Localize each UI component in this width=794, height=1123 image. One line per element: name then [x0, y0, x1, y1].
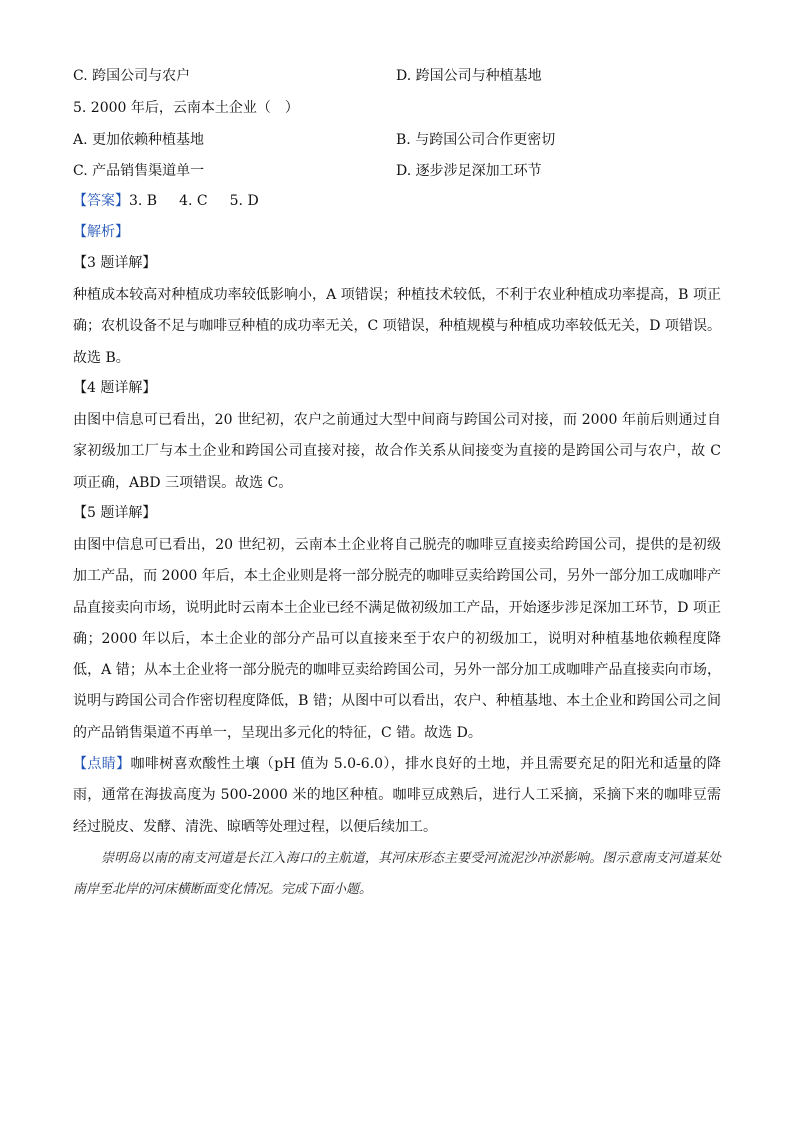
answer-item: 3. B	[129, 193, 158, 209]
q5-option-d: D. 逐步涉足深加工环节	[396, 163, 542, 179]
answer-item: 5. D	[229, 193, 259, 209]
answer-line	[73, 191, 259, 211]
q5-option-a: A. 更加依赖种植基地	[73, 132, 205, 148]
detail3-heading: 【3 题详解】	[73, 255, 157, 271]
analysis-tag: 【解析】	[73, 224, 129, 240]
tip-paragraph	[73, 749, 721, 843]
q5-options-row-ab	[73, 130, 733, 150]
q4-option-c: C. 跨国公司与农户	[73, 68, 191, 84]
detail4-heading: 【4 题详解】	[73, 380, 157, 396]
q4-option-d: D. 跨国公司与种植基地	[396, 68, 542, 84]
detail4-text: 由图中信息可已看出，20 世纪初，农户之前通过大型中间商与跨国公司对接，而 2000 年前后则通过自家初级加工厂与本土企业和跨国公司直接对接，故合作关系从间接变为直接的是跨国公司与农户，故 C 项正确，ABD 三项错误。故选 C。	[73, 412, 721, 491]
tip-text: 咖啡树喜欢酸性土壤（pH 值为 5.0-6.0），排水良好的土地，并且需要充足的阳光和适量的降雨，通常在海拔高度为 500-2000 米的地区种植。咖啡豆成熟后，进行人工采摘，采摘下来的咖啡豆需经过脱皮、发酵、清洗、晾晒等处理过程，以便后续加工。	[73, 756, 721, 835]
q5-option-b: B. 与跨国公司合作更密切	[396, 132, 556, 148]
detail5-heading: 【5 题详解】	[73, 505, 157, 521]
q5-options-row-cd	[73, 161, 733, 181]
q5-stem: 5. 2000 年后，云南本土企业（ ）	[73, 100, 299, 116]
next-question-intro: 崇明岛以南的南支河道是长江入海口的主航道，其河床形态主要受河流泥沙冲淤影响。图示意南支河道某处南岸至北岸的河床横断面变化情况。完成下面小题。	[73, 851, 721, 897]
answer-tag: 【答案】	[73, 193, 129, 209]
tip-tag: 【点睛】	[73, 756, 131, 772]
analysis-heading	[73, 222, 129, 242]
q4-options-row-cd	[73, 66, 733, 86]
detail3-text: 种植成本较高对种植成功率较低影响小，A 项错误；种植技术较低，不利于农业种植成功率提高，B 项正确；农机设备不足与咖啡豆种植的成功率无关，C 项错误，种植规模与种植成功率较低无关，D 项错误。故选 B。	[73, 287, 721, 366]
q5-option-c: C. 产品销售渠道单一	[73, 163, 205, 179]
answer-item: 4. C	[179, 193, 208, 209]
detail5-text: 由图中信息可已看出，20 世纪初，云南本土企业将自己脱壳的咖啡豆直接卖给跨国公司，提供的是初级加工产品，而 2000 年后，本土企业则是将一部分脱壳的咖啡豆卖给跨国公司，另外一部分加工成咖啡产品直接卖向市场，说明此时云南本土企业已经不满足做初级加工产品，开始逐步涉足深加工环节，D 项正确；2000 年以后，本土企业的部分产品可以直接来至于农户的初级加工，说明对种植基地依赖程度降低，A 错；从本土企业将一部分脱壳的咖啡豆卖给跨国公司，另外一部分加工成咖啡产品直接卖向市场，说明与跨国公司合作密切程度降低，B 错；从图中可以看出，农户、种植基地、本土企业和跨国公司之间的产品销售渠道不再单一，呈现出多元化的特征，C 错。故选 D。	[73, 537, 721, 741]
